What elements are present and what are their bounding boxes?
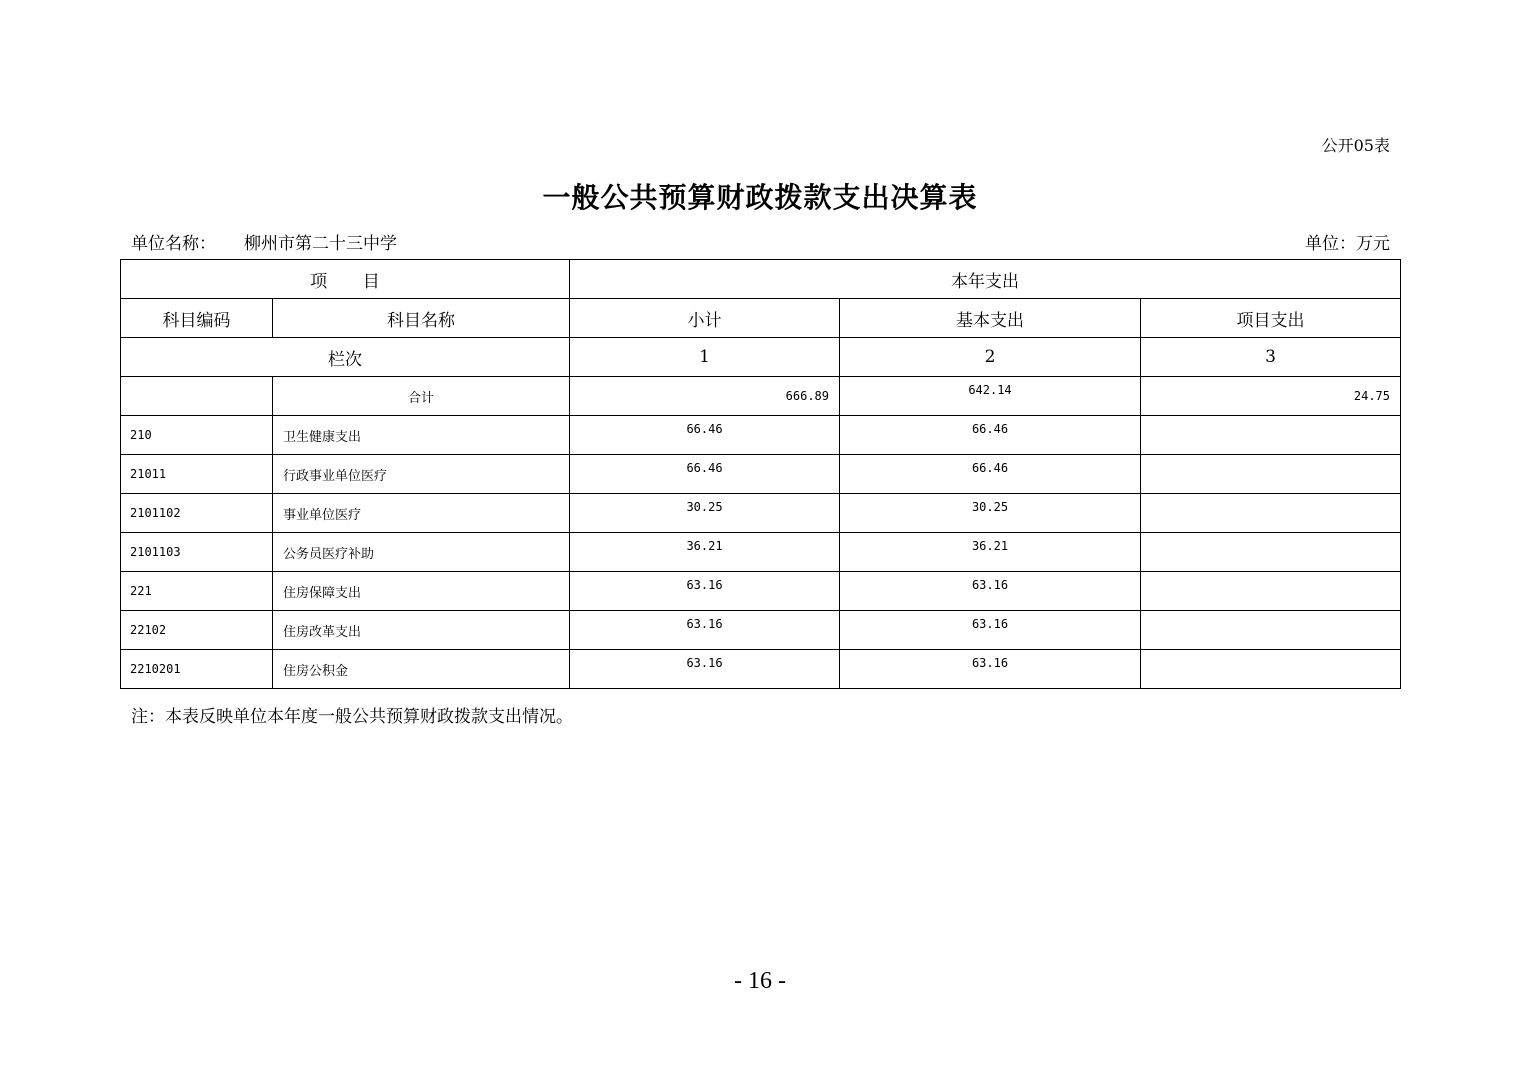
row-name: 事业单位医疗 bbox=[273, 494, 570, 533]
row-code: 221 bbox=[121, 572, 273, 611]
row-project bbox=[1141, 650, 1401, 689]
row-subtotal: 66.46 bbox=[570, 455, 840, 494]
table-row bbox=[121, 416, 1401, 455]
table-row bbox=[121, 533, 1401, 572]
table-row bbox=[121, 611, 1401, 650]
row-name: 卫生健康支出 bbox=[273, 416, 570, 455]
header-current-year: 本年支出 bbox=[570, 260, 1401, 299]
index-3: 3 bbox=[1141, 338, 1401, 377]
unit-info-row bbox=[131, 229, 1390, 254]
total-label: 合计 bbox=[273, 377, 570, 416]
row-project bbox=[1141, 572, 1401, 611]
col-header-basic: 基本支出 bbox=[840, 299, 1141, 338]
total-row bbox=[121, 377, 1401, 416]
row-name: 住房保障支出 bbox=[273, 572, 570, 611]
row-subtotal: 63.16 bbox=[570, 572, 840, 611]
row-project bbox=[1141, 416, 1401, 455]
total-basic: 642.14 bbox=[840, 377, 1141, 416]
row-basic: 36.21 bbox=[840, 533, 1141, 572]
row-project bbox=[1141, 611, 1401, 650]
expenditure-table bbox=[120, 259, 1401, 689]
row-name: 行政事业单位医疗 bbox=[273, 455, 570, 494]
page-title: 一般公共预算财政拨款支出决算表 bbox=[542, 181, 978, 214]
unit-name-label: 单位名称： bbox=[131, 234, 216, 254]
page-number: - 16 - bbox=[734, 968, 786, 994]
row-basic: 63.16 bbox=[840, 572, 1141, 611]
total-code-cell bbox=[121, 377, 273, 416]
row-index-label: 栏次 bbox=[121, 338, 570, 377]
table-row bbox=[121, 572, 1401, 611]
col-header-code: 科目编码 bbox=[121, 299, 273, 338]
row-subtotal: 36.21 bbox=[570, 533, 840, 572]
row-code: 2101103 bbox=[121, 533, 273, 572]
header-project: 项 目 bbox=[121, 260, 570, 299]
row-subtotal: 63.16 bbox=[570, 650, 840, 689]
col-header-name: 科目名称 bbox=[273, 299, 570, 338]
row-name: 公务员医疗补助 bbox=[273, 533, 570, 572]
row-code: 2101102 bbox=[121, 494, 273, 533]
row-name: 住房公积金 bbox=[273, 650, 570, 689]
total-project: 24.75 bbox=[1141, 377, 1401, 416]
row-project bbox=[1141, 494, 1401, 533]
index-2: 2 bbox=[840, 338, 1141, 377]
row-subtotal: 30.25 bbox=[570, 494, 840, 533]
total-subtotal: 666.89 bbox=[570, 377, 840, 416]
row-subtotal: 63.16 bbox=[570, 611, 840, 650]
unit-name: 柳州市第二十三中学 bbox=[244, 234, 397, 254]
row-code: 210 bbox=[121, 416, 273, 455]
row-basic: 63.16 bbox=[840, 650, 1141, 689]
col-header-project: 项目支出 bbox=[1141, 299, 1401, 338]
header-row-1 bbox=[121, 260, 1401, 299]
unit-name-group bbox=[131, 229, 397, 254]
table-row bbox=[121, 455, 1401, 494]
row-name: 住房改革支出 bbox=[273, 611, 570, 650]
row-basic: 63.16 bbox=[840, 611, 1141, 650]
row-basic: 66.46 bbox=[840, 416, 1141, 455]
row-code: 21011 bbox=[121, 455, 273, 494]
row-subtotal: 66.46 bbox=[570, 416, 840, 455]
row-basic: 66.46 bbox=[840, 455, 1141, 494]
row-basic: 30.25 bbox=[840, 494, 1141, 533]
row-project bbox=[1141, 533, 1401, 572]
row-project bbox=[1141, 455, 1401, 494]
footnote: 注：本表反映单位本年度一般公共预算财政拨款支出情况。 bbox=[131, 707, 573, 727]
index-row bbox=[121, 338, 1401, 377]
index-1: 1 bbox=[570, 338, 840, 377]
col-header-subtotal: 小计 bbox=[570, 299, 840, 338]
row-code: 2210201 bbox=[121, 650, 273, 689]
header-row-2 bbox=[121, 299, 1401, 338]
table-code: 公开05表 bbox=[1321, 136, 1390, 155]
table-row bbox=[121, 494, 1401, 533]
currency-unit: 单位：万元 bbox=[1305, 234, 1390, 254]
table-row bbox=[121, 650, 1401, 689]
row-code: 22102 bbox=[121, 611, 273, 650]
